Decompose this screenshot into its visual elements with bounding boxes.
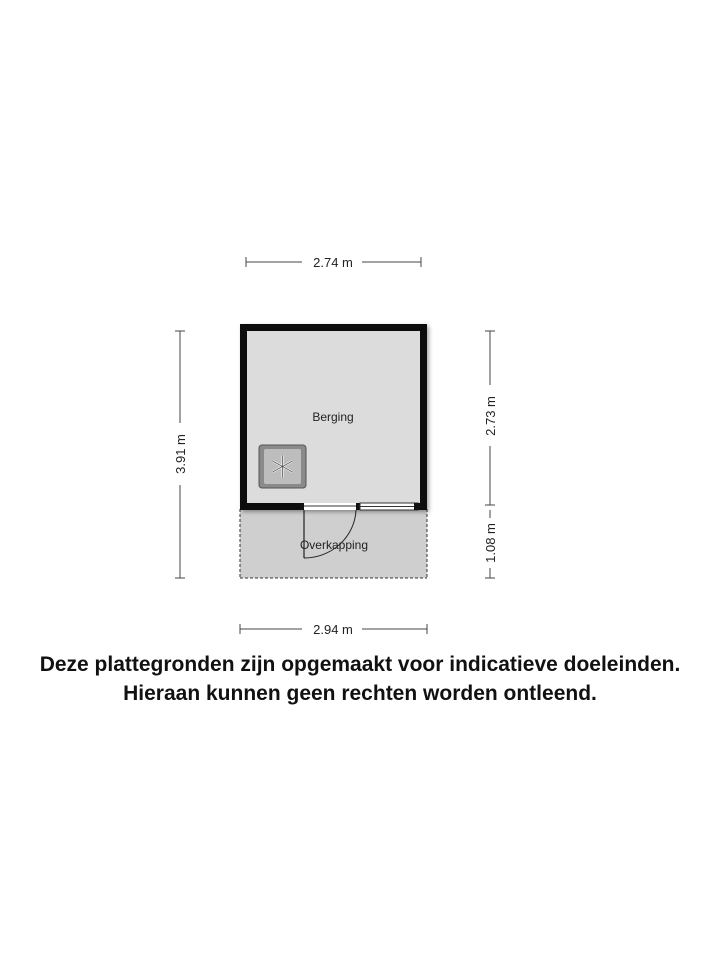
disclaimer-line-1: Deze plattegronden zijn opgemaakt voor indicatieve doeleinden. [39, 653, 681, 676]
dimension-bottom-label: 2.94 m [313, 622, 353, 637]
dimension-left-label: 3.91 m [173, 434, 188, 474]
disclaimer-text [0, 650, 720, 708]
disclaimer-line-2: Hieraan kunnen geen rechten worden ontleend. [123, 682, 597, 705]
fan-heater-icon [259, 445, 306, 488]
dimension-right-lower-label: 1.08 m [483, 523, 498, 563]
dimension-top [246, 255, 421, 270]
window-icon [360, 503, 420, 510]
dimension-right-lower [483, 510, 498, 578]
dimension-top-label: 2.74 m [313, 255, 353, 270]
dimension-right-upper [483, 331, 498, 505]
room-label-canopy: Overkapping [299, 538, 369, 552]
room-label-storage: Berging [312, 410, 354, 424]
dimension-right-upper-label: 2.73 m [483, 396, 498, 436]
dimension-left [173, 331, 188, 578]
dimension-bottom [240, 622, 427, 637]
